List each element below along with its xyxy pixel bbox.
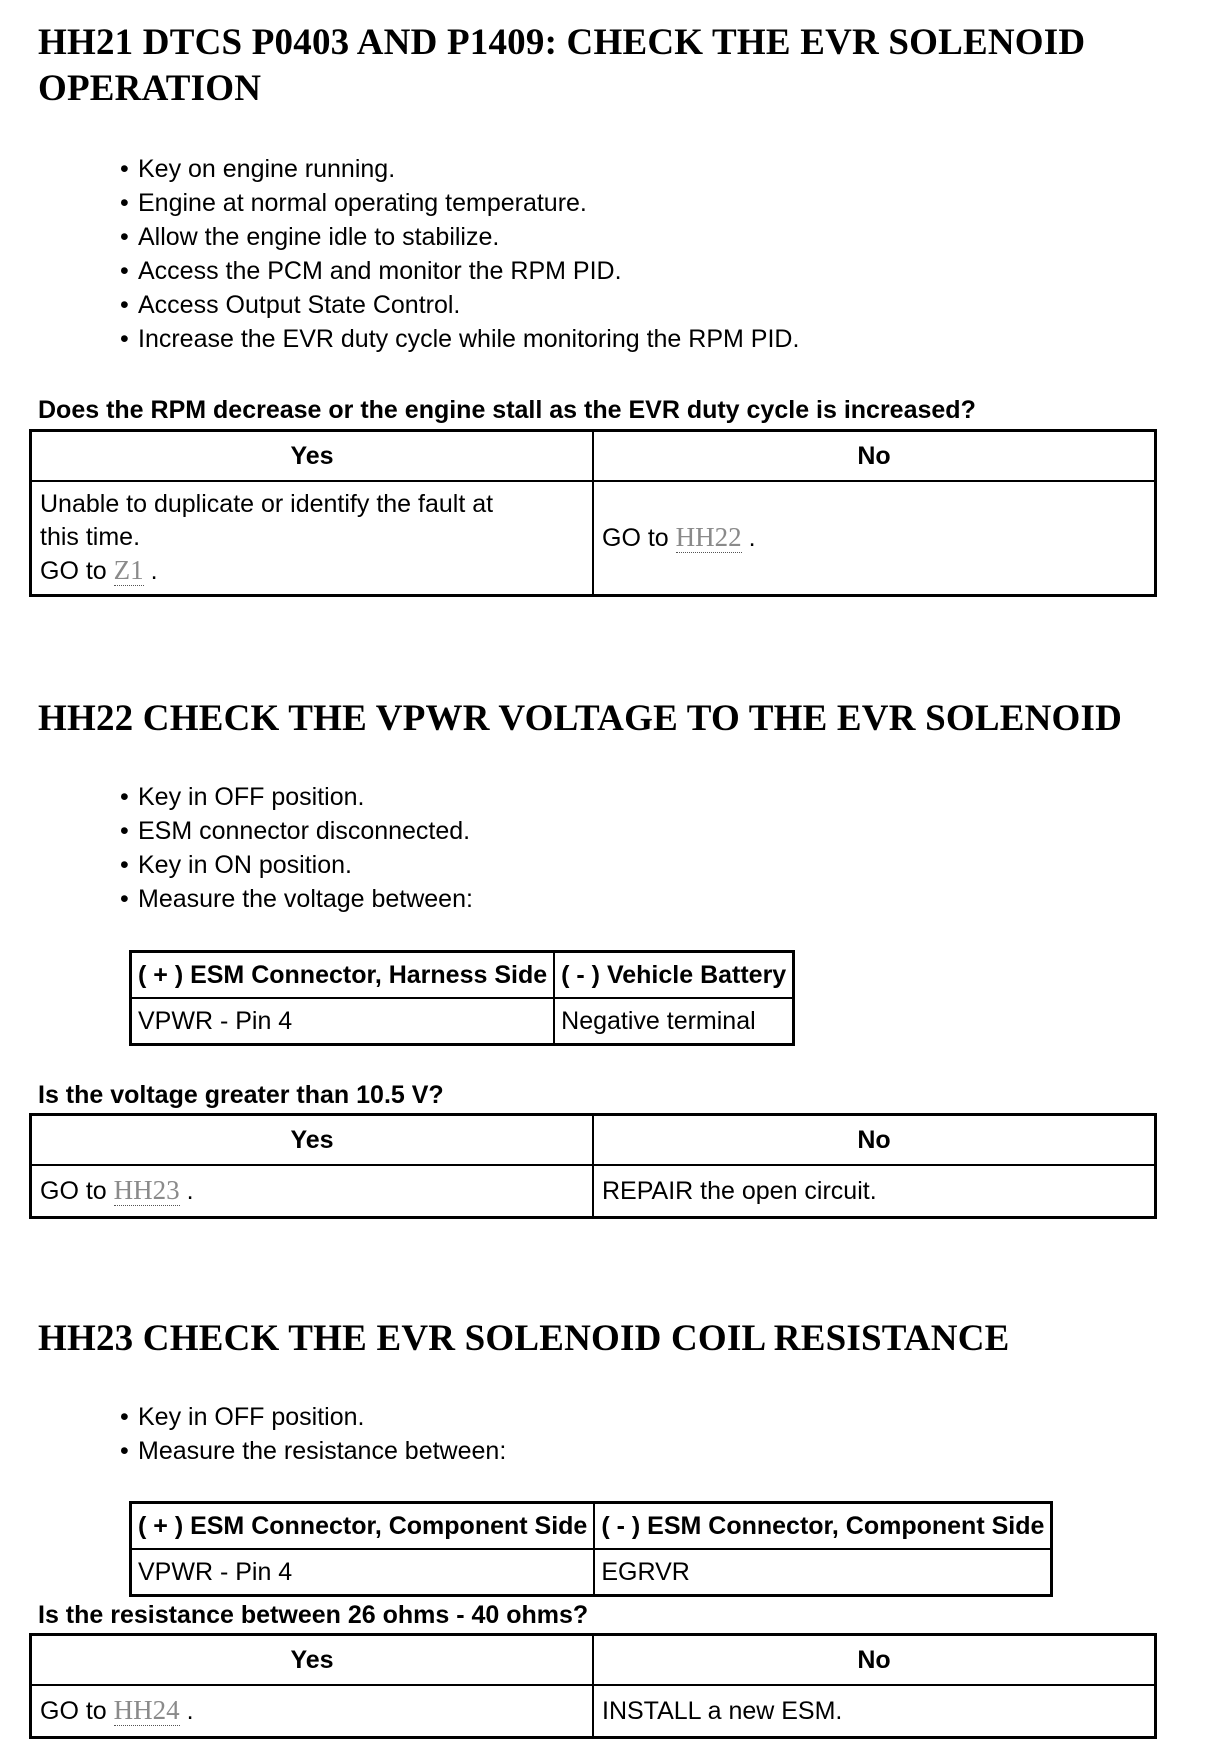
question-text: Does the RPM decrease or the engine stall as the EVR duty cycle is increased? (38, 396, 976, 424)
step-hh22-conditions (0, 780, 1216, 916)
table-row (131, 998, 794, 1045)
yes-cell: GO to HH24 . (31, 1685, 594, 1738)
condition-item: • Engine at normal operating temperature. (120, 186, 1216, 220)
go-to-label: GO to (40, 1697, 107, 1725)
condition-list (0, 1400, 1216, 1468)
hh22-result-table (29, 1113, 1157, 1219)
condition-item: • Measure the voltage between: (120, 882, 1216, 916)
yes-header: Yes (31, 1635, 594, 1686)
no-header: No (593, 431, 1156, 482)
condition-list (0, 780, 1216, 916)
no-header: No (593, 1115, 1156, 1166)
no-cell: GO to HH22 . (593, 481, 1156, 596)
no-cell: REPAIR the open circuit. (593, 1165, 1156, 1218)
negative-probe-point: EGRVR (594, 1549, 1052, 1596)
hh22-question-wrap (0, 1080, 1216, 1110)
table-header-row (131, 1503, 1052, 1550)
step-hh21 (0, 20, 1216, 112)
positive-probe-point: VPWR - Pin 4 (131, 1549, 595, 1596)
positive-probe-header: ( + ) ESM Connector, Harness Side (131, 952, 555, 999)
negative-probe-header: ( - ) ESM Connector, Component Side (594, 1503, 1052, 1550)
condition-item: • Increase the EVR duty cycle while monitoring the RPM PID. (120, 322, 1216, 356)
negative-probe-header: ( - ) Vehicle Battery (554, 952, 794, 999)
negative-probe-point: Negative terminal (554, 998, 794, 1045)
yes-header: Yes (31, 431, 594, 482)
yes-cell (31, 481, 594, 596)
condition-list (0, 152, 1216, 356)
yes-cell: GO to HH23 . (31, 1165, 594, 1218)
table-header-row (31, 431, 1156, 482)
step-hh21-conditions (0, 152, 1216, 356)
hh23-measurement-table (129, 1501, 1053, 1597)
condition-item: • Key in OFF position. (120, 780, 1216, 814)
step-hh23-conditions (0, 1400, 1216, 1468)
no-cell: INSTALL a new ESM. (593, 1685, 1156, 1738)
table-row (131, 1549, 1052, 1596)
yes-header: Yes (31, 1115, 594, 1166)
step-title: HH21 DTCS P0403 AND P1409: CHECK THE EVR SOLENOID OPERATION (38, 22, 1086, 109)
hh21-question-wrap (0, 395, 1216, 425)
link-hh23[interactable]: HH23 (113, 1175, 180, 1205)
hh23-result-table (29, 1633, 1157, 1739)
step-title: HH23 CHECK THE EVR SOLENOID COIL RESISTANCE (38, 1318, 1010, 1359)
go-to-label: GO to (602, 524, 669, 552)
go-to-label: GO to (40, 1177, 107, 1205)
table-header-row (31, 1635, 1156, 1686)
hh22-measurement-table (129, 950, 795, 1046)
table-header-row (131, 952, 794, 999)
table-row (31, 1685, 1156, 1738)
condition-item: • Key on engine running. (120, 152, 1216, 186)
link-hh24[interactable]: HH24 (113, 1695, 180, 1725)
condition-item: • Allow the engine idle to stabilize. (120, 220, 1216, 254)
hh23-question-wrap (0, 1600, 1216, 1630)
link-z1[interactable]: Z1 (113, 555, 144, 585)
no-header: No (593, 1635, 1156, 1686)
condition-item: • Key in ON position. (120, 848, 1216, 882)
positive-probe-point: VPWR - Pin 4 (131, 998, 555, 1045)
yes-text-line1: Unable to duplicate or identify the fault at (40, 490, 494, 518)
table-header-row (31, 1115, 1156, 1166)
step-hh22 (0, 696, 1216, 742)
question-text: Is the voltage greater than 10.5 V? (38, 1081, 444, 1109)
step-title: HH22 CHECK THE VPWR VOLTAGE TO THE EVR SOLENOID (38, 698, 1123, 739)
condition-item: • Key in OFF position. (120, 1400, 1216, 1434)
question-text: Is the resistance between 26 ohms - 40 ohms? (38, 1601, 589, 1629)
yes-text-line2: this time. (40, 523, 141, 551)
positive-probe-header: ( + ) ESM Connector, Component Side (131, 1503, 595, 1550)
yes-go-line: GO to Z1 . (40, 555, 158, 585)
go-to-label: GO to (40, 557, 107, 585)
condition-item: • Access the PCM and monitor the RPM PID. (120, 254, 1216, 288)
hh21-result-table (29, 429, 1157, 597)
step-hh23 (0, 1316, 1216, 1362)
table-row (31, 481, 1156, 596)
table-row (31, 1165, 1156, 1218)
condition-item: • Measure the resistance between: (120, 1434, 1216, 1468)
link-hh22[interactable]: HH22 (675, 522, 742, 552)
condition-item: • ESM connector disconnected. (120, 814, 1216, 848)
condition-item: • Access Output State Control. (120, 288, 1216, 322)
